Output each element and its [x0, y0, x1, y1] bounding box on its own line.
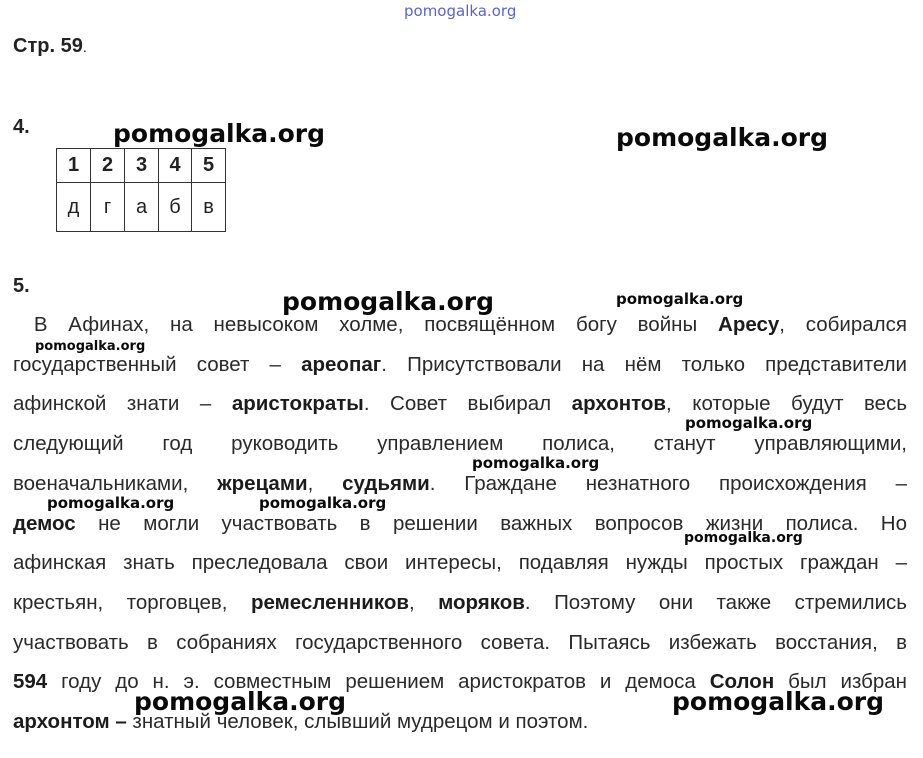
bold-term: ремесленников [250, 590, 409, 614]
text-run: . Граждане незнатного происхождения – [429, 471, 907, 495]
text-run: году до н. э. совместным решением аристократов и демоса [47, 670, 710, 694]
watermark: pomogalka.org [685, 414, 813, 432]
text-run: военачальниками, [13, 471, 218, 495]
watermark: pomogalka.org [684, 530, 803, 546]
answer-value-cell: в [192, 183, 226, 232]
text-run: В Афинах, на невысоком холме, посвящённом богу войны [13, 313, 719, 336]
paragraph-line [13, 630, 907, 656]
answer-value-cell: г [91, 183, 125, 232]
paragraph-line [13, 590, 907, 616]
task-4-number: 4. [13, 116, 30, 138]
answer-table [56, 148, 226, 232]
answer-value-cell: а [125, 183, 159, 232]
watermark: pomogalka.org [672, 687, 885, 716]
watermark: pomogalka.org [35, 339, 146, 354]
answer-header-cell: 5 [192, 149, 226, 183]
watermark: pomogalka.org [282, 287, 495, 316]
bold-term: жрецами [217, 471, 308, 495]
bold-term: демос [13, 511, 76, 535]
bold-term: архонтов [571, 392, 667, 416]
text-run: , [408, 590, 439, 614]
page-label-dot: . [82, 39, 87, 55]
bold-term: Солон [709, 670, 775, 694]
bold-term: Аресу [718, 313, 780, 336]
paragraph-line [13, 471, 907, 497]
bold-term: ареопаг [301, 352, 382, 376]
answer-header-cell: 3 [125, 149, 159, 183]
watermark-top: pomogalka.org [404, 2, 517, 20]
text-run: . Поэтому они также стремились [524, 590, 907, 614]
watermark: pomogalka.org [259, 494, 387, 512]
text-run: знатный человек, слывший мудрецом и поэтом. [126, 710, 589, 733]
text-run: следующий год руководить управлением полиса, станут управляющими, [13, 432, 907, 456]
page-label-text: Стр. 59 [13, 35, 83, 57]
answer-header-cell: 1 [57, 149, 91, 183]
bold-term: аристократы [231, 392, 364, 416]
page-label [13, 35, 87, 58]
bold-term: архонтом – [13, 710, 127, 733]
answer-table-header-row [57, 149, 226, 183]
bold-term: моряков [438, 590, 525, 614]
answer-header-cell: 2 [91, 149, 125, 183]
text-run: крестьян, торговцев, [13, 590, 251, 614]
bold-term: 594 [13, 670, 48, 694]
text-run: . Совет выбирал [363, 392, 572, 416]
text-run: , [307, 471, 343, 495]
text-run: афинской знати – [13, 392, 232, 416]
text-run: , собирался [779, 313, 907, 336]
bold-term: судьями [342, 471, 430, 495]
text-run: не могли участвовать в решении важных вопросов жизни полиса. Но [75, 511, 907, 535]
text-run: государственный совет – [13, 352, 302, 376]
answer-table-value-row [57, 183, 226, 232]
watermark: pomogalka.org [616, 123, 829, 152]
watermark: pomogalka.org [134, 687, 347, 716]
answer-value-cell: д [57, 183, 91, 232]
watermark: pomogalka.org [616, 290, 744, 308]
paragraph-line [13, 550, 907, 576]
watermark: pomogalka.org [47, 494, 175, 512]
text-run: , которые будут весь [666, 392, 908, 416]
watermark: pomogalka.org [113, 119, 326, 148]
paragraph-line [13, 431, 907, 457]
watermark: pomogalka.org [472, 454, 600, 472]
text-run: . Присутствовали на нём только представители [381, 352, 907, 376]
task-5-number: 5. [13, 275, 30, 297]
paragraph-line [13, 352, 907, 378]
answer-value-cell: б [159, 183, 192, 232]
answer-header-cell: 4 [159, 149, 192, 183]
text-run: участвовать в собраниях государственного совета. Пытаясь избежать восстания, в [13, 630, 907, 654]
text-run: афинская знать преследовала свои интересы, подавляя нужды простых граждан – [13, 551, 907, 575]
text-run: был избран [774, 670, 907, 694]
